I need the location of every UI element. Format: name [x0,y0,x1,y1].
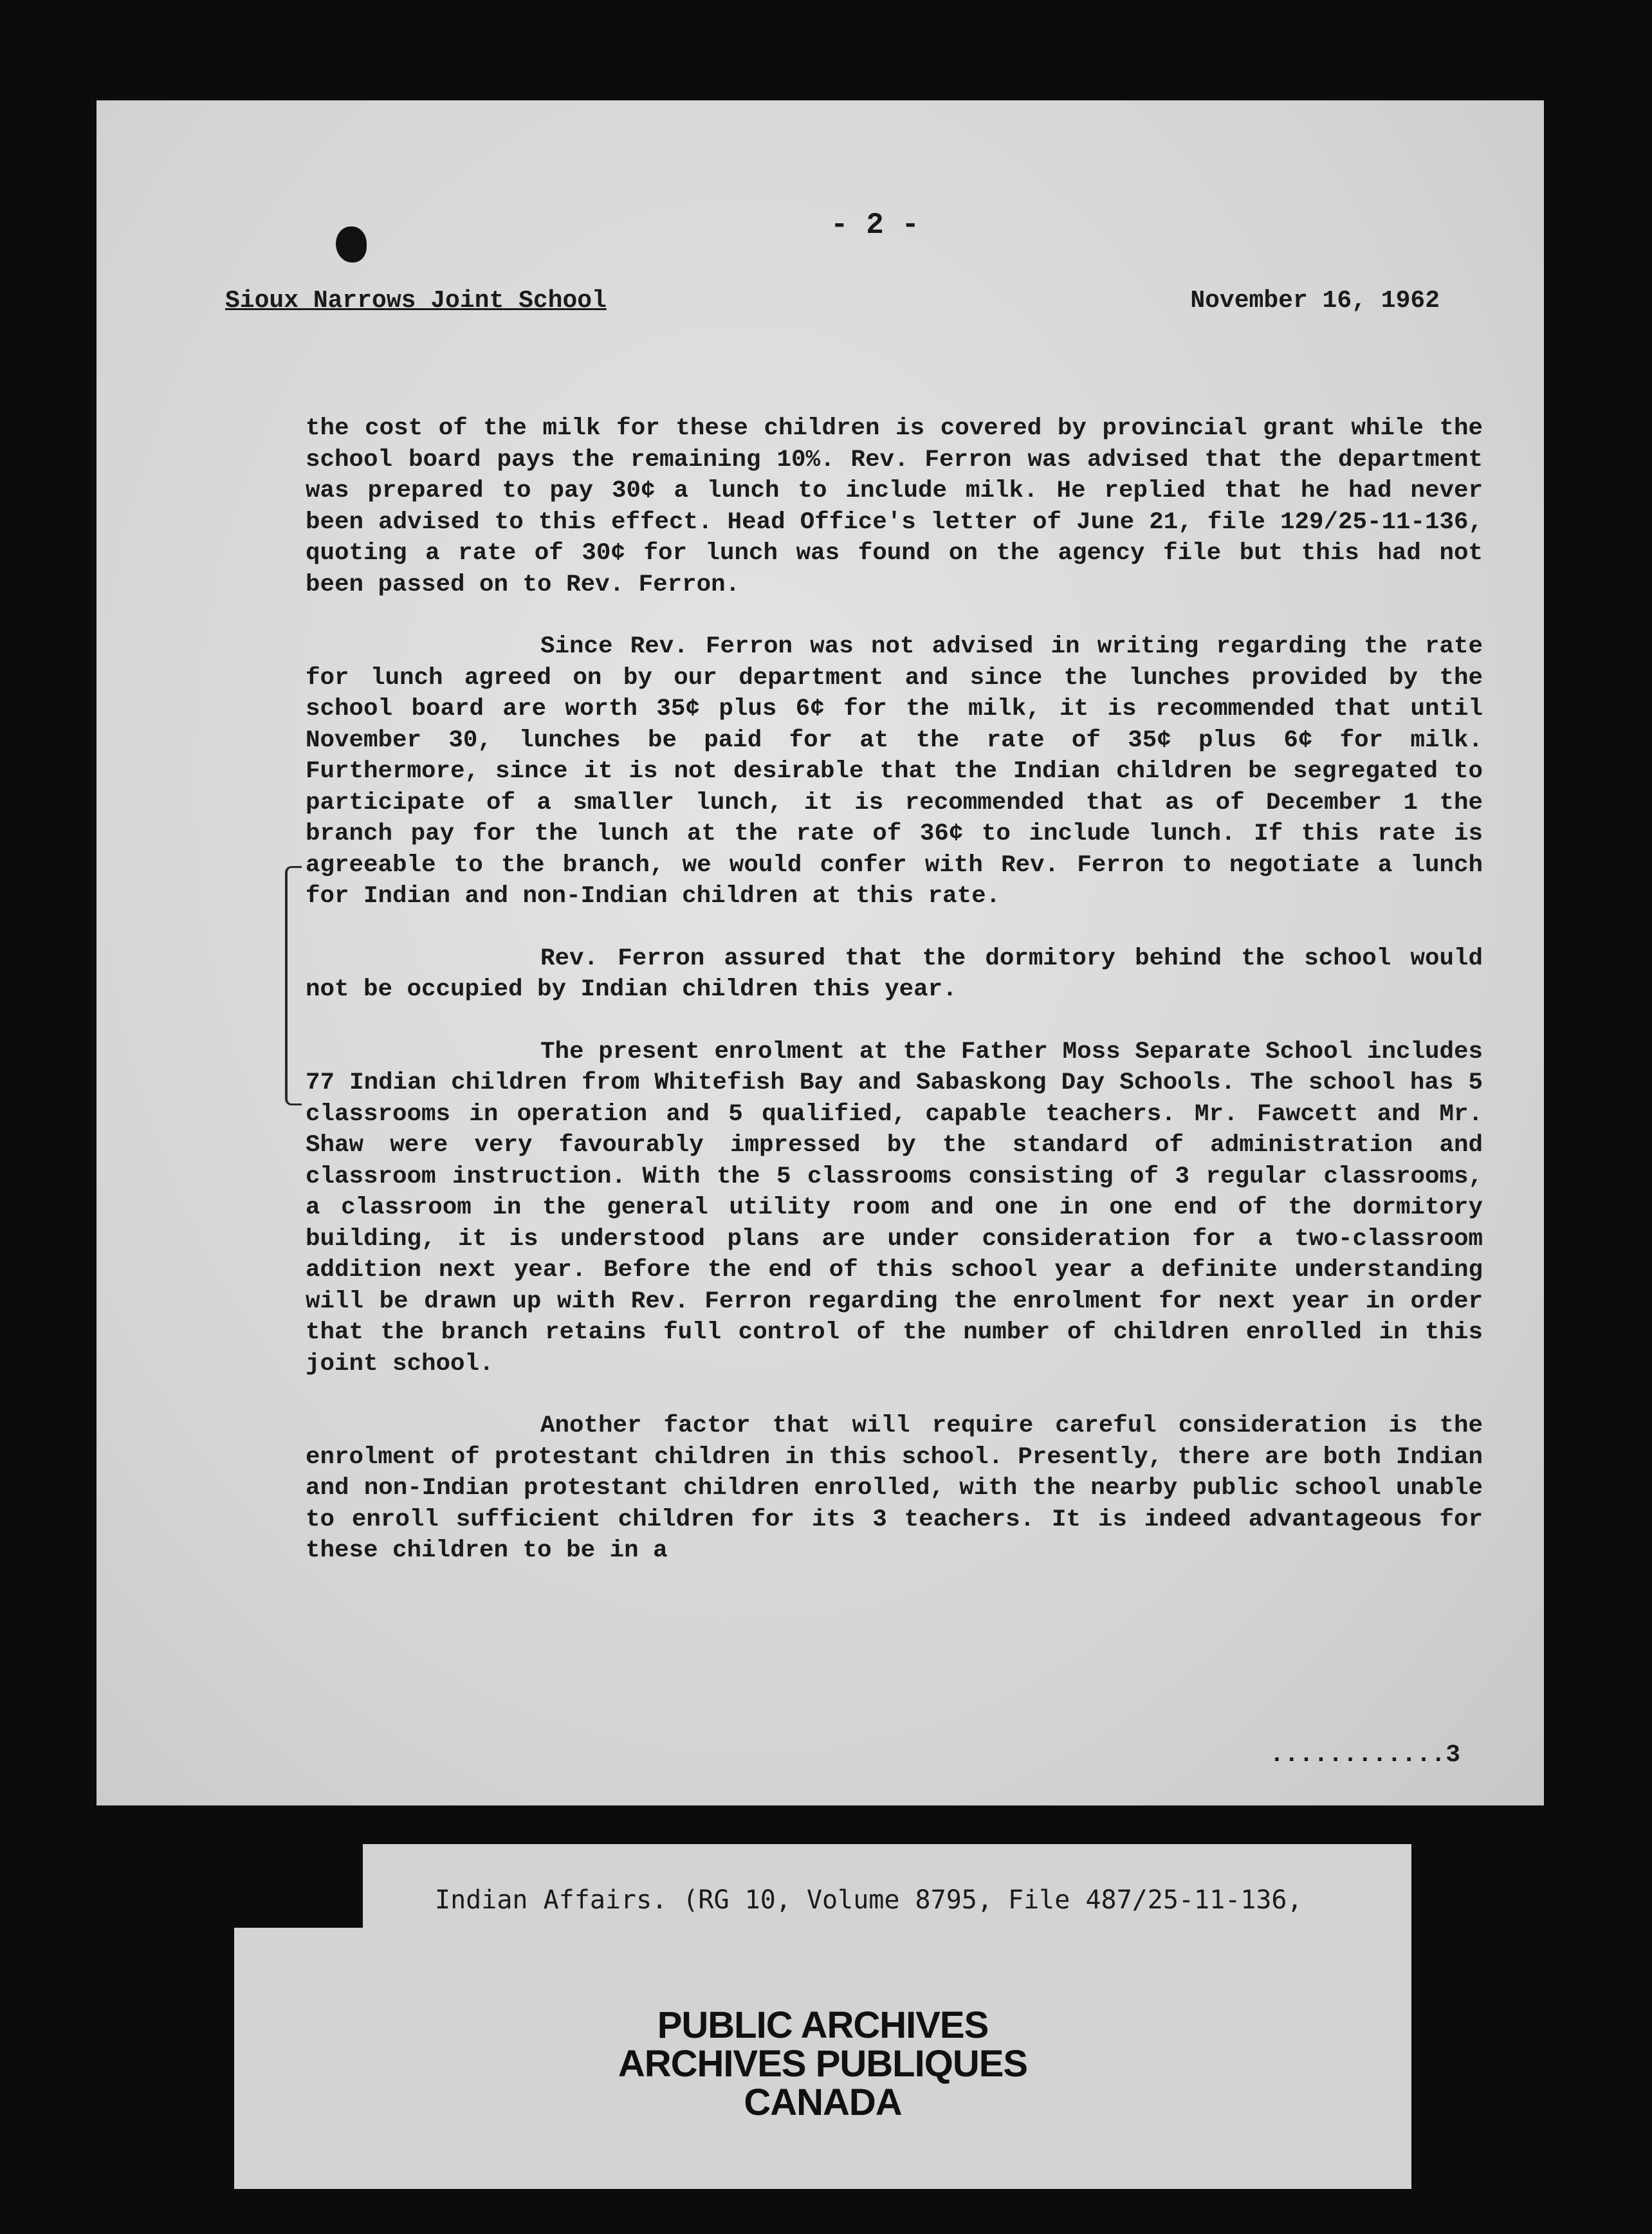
public-archives-stamp [234,2006,1411,2122]
ink-blot [336,226,367,263]
archive-reference-card [234,1844,1411,2189]
continuation-marker: ............3 [1269,1741,1460,1769]
paragraph-protestant-children: Another factor that will require careful consideration is the enrolment of protestant children in this school. Presently, there are both Indian and non-Indian protestant children enrolled, with the nearby public school unable to enroll sufficient children for its 3 teachers. It is indeed advantageous for these children to be in a [306,1412,1483,1564]
letter-body [306,413,1483,1598]
archive-reference-text: Indian Affairs. (RG 10, Volume 8795, File 487/25-11-136, [435,1885,1303,1915]
stamp-line-english: PUBLIC ARCHIVES [657,2004,989,2046]
document-page [96,100,1544,1805]
paragraph-lunch-rate: Since Rev. Ferron was not advised in writing regarding the rate for lunch agreed on by our department and since the lunches provided by the school board are worth 35¢ plus 6¢ for the milk, it is recommended that until November 30, lunches be paid for at the rate of 35¢ plus 6¢ for milk. Furthermore, since it is not desirable that the Indian children be segregated to participate of a smaller lunch, it is recommended that as of December 1 the branch pay for the lunch at the rate of 36¢ to include lunch. If this rate is agreeable to the branch, we would confer with Rev. Ferron to negotiate a lunch for Indian and non-Indian children at this rate. [306,633,1483,910]
page-number: - 2 - [830,208,920,242]
margin-bracket-mark [285,866,302,1105]
stamp-line-french: ARCHIVES PUBLIQUES [618,2043,1028,2085]
header-school-name: Sioux Narrows Joint School [225,287,607,315]
paragraph-enrolment: The present enrolment at the Father Moss Separate School includes 77 Indian children from Whitefish Bay and Sabaskong Day Schools. The school has 5 classrooms in operation and 5 qualified, capable teachers. Mr. Fawcett and Mr. Shaw were very favourably impressed by the standard of administration and classroom instruction. With the 5 classrooms consisting of 3 regular classrooms, a classroom in the general utility room and one in one end of the dormitory building, it is understood plans are under consideration for a two-classroom addition next year. Before the end of this school year a definite understanding will be drawn up with Rev. Ferron regarding the enrolment for next year in order that the branch retains full control of the number of children enrolled in this joint school. [306,1038,1483,1378]
paragraph-dormitory: Rev. Ferron assured that the dormitory behind the school would not be occupied by Indian children this year. [306,945,1483,1003]
paragraph-milk-cost: the cost of the milk for these children is covered by provincial grant while the school board pays the remaining 10%. Rev. Ferron was advised that the department was prepared to pay 30¢ a lunch to include milk. He replied that he had never been advised to this effect. Head Office's letter of June 21, file 129/25-11-136, quoting a rate of 30¢ for lunch was found on the agency file but this had not been passed on to Rev. Ferron. [306,415,1483,598]
header-date: November 16, 1962 [1190,287,1440,315]
archive-card-tab [234,1844,363,1928]
stamp-line-country: CANADA [744,2082,902,2123]
